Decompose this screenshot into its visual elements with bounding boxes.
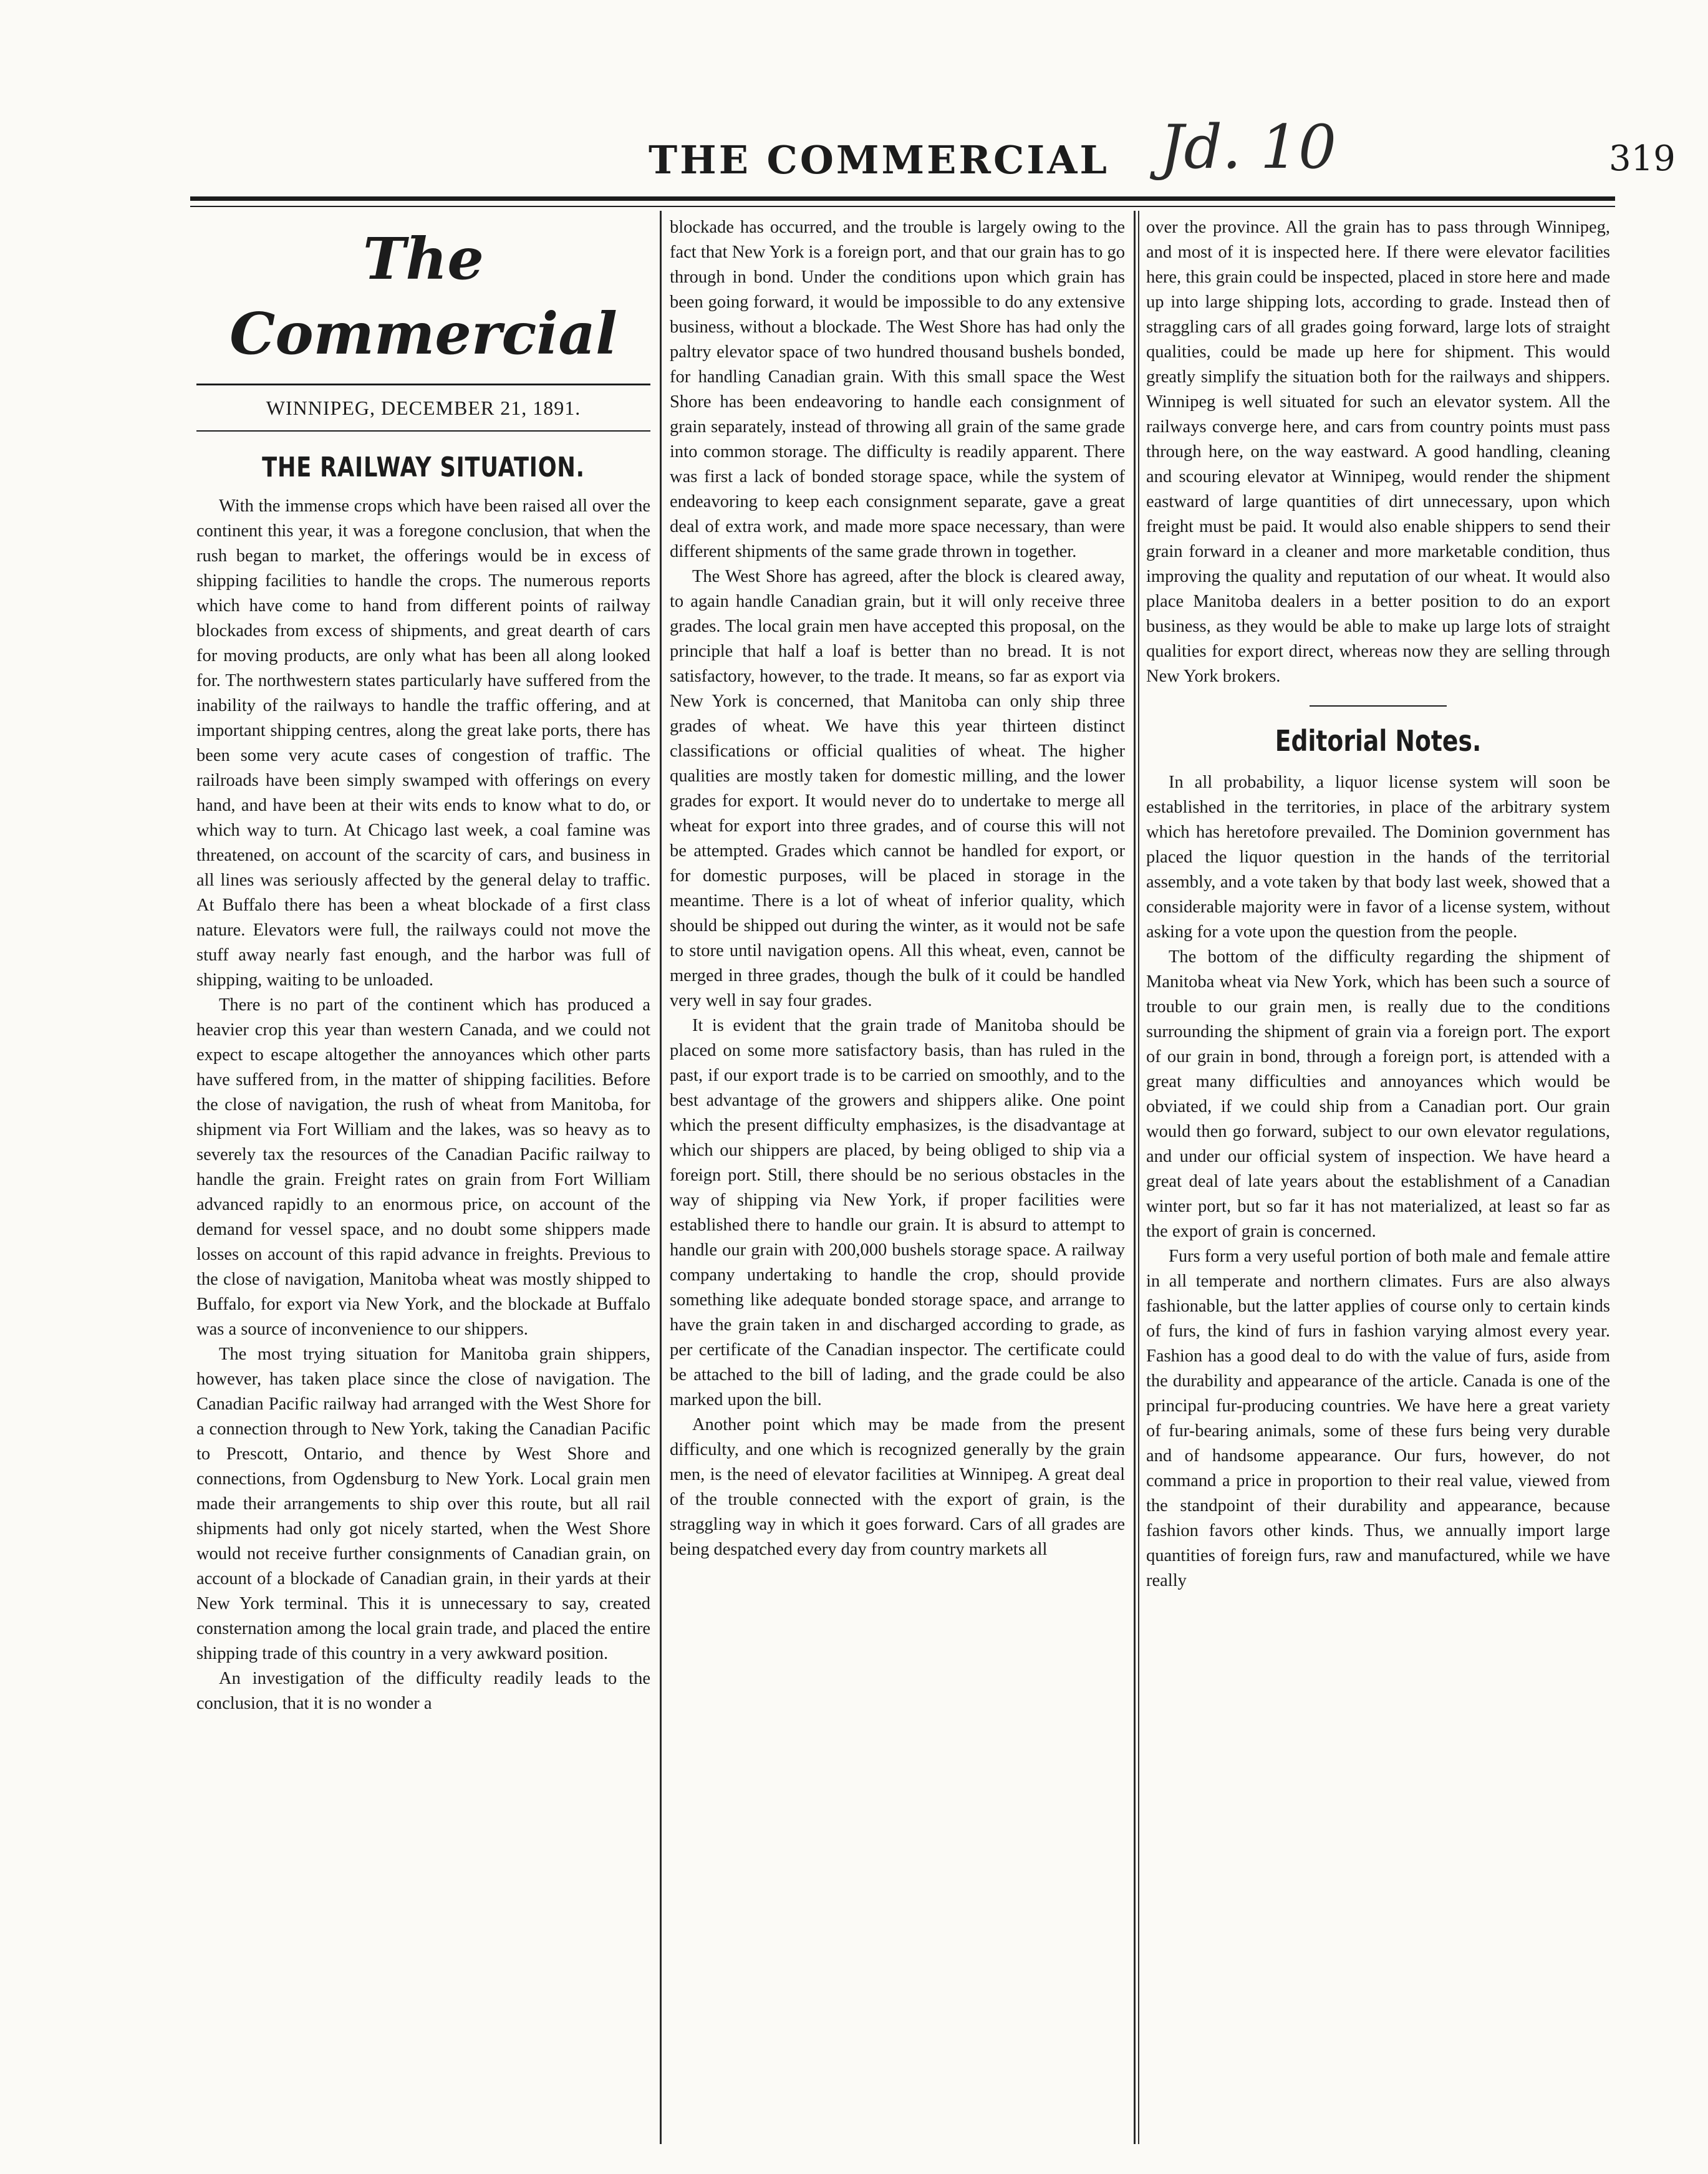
column-3: [1146, 215, 1610, 2142]
article-paragraph: Another point which may be made from the present difficulty, and one which is recognized generally by the grain men, is the need of elevator facilities at Winnipeg. A great deal of the trouble connected with the export of grain, is the straggling way in which it goes forward. Cars of all grades are being despatched every day from country markets all: [670, 1415, 1125, 1559]
section-rule: [1310, 705, 1447, 707]
editorial-paragraph: Furs form a very useful portion of both male and female attire in all temperate and northern climates. Furs are also always fashionable, but the latter applies of course only to certain kinds of furs, the kind of furs in fashion varying almost every year. Fashion has a good deal to do with the value of furs, aside from the durability and appearance of the article. Canada is one of the principal fur-producing countries. We have here a great variety of fur-bearing animals, some of these furs being very durable and of handsome appearance. Our furs, however, do not command a price in proportion to their real value, viewed from the standpoint of their durability and appearance, because fashion favors other kinds. Thus, we annually import large quantities of foreign furs, raw and manufactured, while we have really: [1146, 1247, 1610, 1590]
article-paragraph: blockade has occurred, and the trouble is largely owing to the fact that New York is a foreign port, and that our grain has to go through in bond. Under the conditions upon which grain has been going forward, it would be impossible to do any extensive business, without a blockade. The West Shore has had only the paltry elevator space of two hundred thousand bushels bonded, for handling Canadian grain. With this small space the West Shore has been endeavoring to handle each consignment of grain separately, instead of throwing all grain of the same grade into common storage. The difficulty is readily apparent. There was first a lack of bonded storage space, while the system of endeavoring to keep each consignment separate, gave a great deal of extra work, and made more space necessary, than were different shipments of the same grade thrown in together.: [670, 218, 1125, 561]
editorial-paragraph: In all probability, a liquor license system will soon be established in the territories, in place of the arbitrary system which has heretofore prevailed. The Dominion government has placed the liquor question in the hands of the territorial assembly, and a vote taken by that body last week, showed that a considerable majority were in favor of a license system, without asking for a vote upon the question from the people.: [1146, 773, 1610, 942]
page-number: 319: [1609, 138, 1676, 179]
article-headline: THE RAILWAY SITUATION.: [262, 452, 585, 483]
dateline-rule-bottom: [196, 430, 650, 432]
column-divider-right-inner: [1138, 211, 1139, 2144]
paper-title: The Commercial: [229, 225, 617, 367]
article-paragraph: With the immense crops which have been raised all over the continent this year, it was a foregone conclusion, that when the rush began to market, the offerings would be in excess of shipping facilities to handle the crops. The numerous reports which have come to hand from different points of railway blockades from excess of shipments, and great dearth of cars for moving products, are only what has been all along looked for. The northwestern states particularly have suffered from the inability of the railways to handle the traffic offering, and at important shipping centres, along the great lake ports, there has been some very acute cases of congestion of traffic. The railroads have been simply swamped with offerings on every hand, and have been at their wits ends to know what to do, or which way to turn. At Chicago last week, a coal famine was threatened, on account of the scarcity of cars, and business in all lines was seriously affected by the general delay to traffic. At Buffalo there has been a wheat blockade of a first class nature. Elevators were full, the railways could not move the stuff away nearly fast enough, and the harbor was full of shipping, waiting to be unloaded.: [196, 496, 650, 990]
editorial-paragraph: The bottom of the difficulty regarding the shipment of Manitoba wheat via New York, which has been such a source of trouble to our grain men, is really due to the conditions surrounding the shipment of grain via a foreign port. The export of our grain in bond, through a foreign port, is attended with a great many difficulties and annoyances which would be obviated, if we could ship from a Canadian port. Our grain would then go forward, subject to our own elevator regulations, and under our official system of inspection. We have heard a great deal of late years about the establishment of a Canadian winter port, but so far it has not materialized, at least so far as the export of grain is concerned.: [1146, 947, 1610, 1241]
header-rule-thick: [190, 196, 1615, 201]
handwritten-note: Jd. 10: [1160, 112, 1337, 182]
article-paragraph: There is no part of the continent which has produced a heavier crop this year than western Canada, and we could not expect to escape altogether the annoyances which other parts have suffered from, in the matter of shipping facilities. Before the close of navigation, the rush of wheat from Manitoba, for shipment via Fort William and the lakes, was so heavy as to severely tax the resources of the Canadian Pacific railway to handle the grain. Freight rates on grain from Fort William advanced rapidly to an enormous price, on account of the demand for vessel space, and no doubt some shippers made losses on account of this rapid advance in freights. Previous to the close of navigation, Manitoba wheat was mostly shipped to Buffalo, for export via New York, and the blockade at Buffalo was a source of inconvenience to our shippers.: [196, 995, 650, 1339]
article-paragraph: An investigation of the difficulty readily leads to the conclusion, that it is no wonder a: [196, 1669, 650, 1713]
article-paragraph: over the province. All the grain has to pass through Winnipeg, and most of it is inspected here. If there were elevator facilities here, this grain could be inspected, placed in store here and made up into large shipping lots, according to grade. Instead then of straggling cars of all grades going forward, large lots of straight qualities, could be made up here for shipment. This would greatly simplify the situation both for the railways and shippers. Winnipeg is well situated for such an elevator system. All the railways converge here, and cars from country points must pass through here, on the way eastward. A good handling, cleaning and scouring elevator at Winnipeg, would render the shipment eastward of large quantities of dirt unnecessary, upon which freight must be paid. It would also enable shippers to send their grain forward in a cleaner and more marketable condition, thus improving the quality and reputation of our wheat. It would also place Manitoba dealers in a better position to do an export business, as they would be able to make up large lots of straight qualities for export direct, whereas now they are selling through New York brokers.: [1146, 218, 1610, 686]
dateline-rule-top: [196, 384, 650, 385]
masthead: THE COMMERCIAL: [649, 137, 1109, 183]
column-1: [196, 215, 650, 2142]
article-paragraph: It is evident that the grain trade of Manitoba should be placed on some more satisfactory basis, than has ruled in the past, if our export trade is to be carried on smoothly, and to the best advantage of the growers and shippers alike. One point which the present difficulty emphasizes, is the disadvantage at which our shippers are placed, by being obliged to ship via a foreign port. Still, there should be no serious obstacles in the way of shipping via New York, if proper facilities were established there to handle our grain. It is absurd to attempt to handle our grain with 200,000 bushels storage space. A railway company undertaking to handle the crop, should provide something like adequate bonded storage space, and arrange to have the grain taken in and discharged according to grade, as per certificate of the Canadian inspector. The certificate could be attached to the bill of lading, and the grade could be also marked upon the bill.: [670, 1016, 1125, 1409]
column-divider-right: [1134, 211, 1136, 2144]
article-paragraph: The West Shore has agreed, after the block is cleared away, to again handle Canadian grain, but it will only receive three grades. The local grain men have accepted this proposal, on the principle that half a loaf is better than no bread. It is not satisfactory, however, to the trade. It means, so far as export via New York is concerned, that Manitoba can only ship three grades of wheat. We have this year thirteen distinct classifications or official qualities of wheat. The higher qualities are mostly taken for domestic milling, and the lower grades for export. It would never do to undertake to merge all wheat for export into three grades, and of course this will not be attempted. Grades which cannot be handled for export, or for domestic purposes, will be placed in storage in the meantime. There is a lot of wheat of inferior quality, which should be shipped out during the winter, as it would not be safe to store until navigation opens. All this wheat, even, cannot be merged in three grades, though the bulk of it could be handled very well in say four grades.: [670, 567, 1125, 1010]
article-paragraph: The most trying situation for Manitoba grain shippers, however, has taken place since the close of navigation. The Canadian Pacific railway had arranged with the West Shore for a connection through to New York, taking the Canadian Pacific to Prescott, Ontario, and thence by West Shore and connections, from Ogdensburg to New York. Local grain men made their arrangements to ship over this route, but all rail shipments had only got nicely started, when the West Shore would not receive further consignments of Canadian grain, on account of a blockade of Canadian grain, in their yards at their New York terminal. This it is unnecessary to say, created consternation among the local grain trade, and placed the entire shipping trade of this country in a very awkward position.: [196, 1345, 650, 1663]
column-divider-left: [660, 211, 662, 2144]
dateline: WINNIPEG, DECEMBER 21, 1891.: [266, 397, 581, 419]
editorial-notes-heading: Editorial Notes.: [1275, 724, 1482, 758]
header-rule-thin: [190, 206, 1615, 207]
column-2: [670, 215, 1125, 2142]
